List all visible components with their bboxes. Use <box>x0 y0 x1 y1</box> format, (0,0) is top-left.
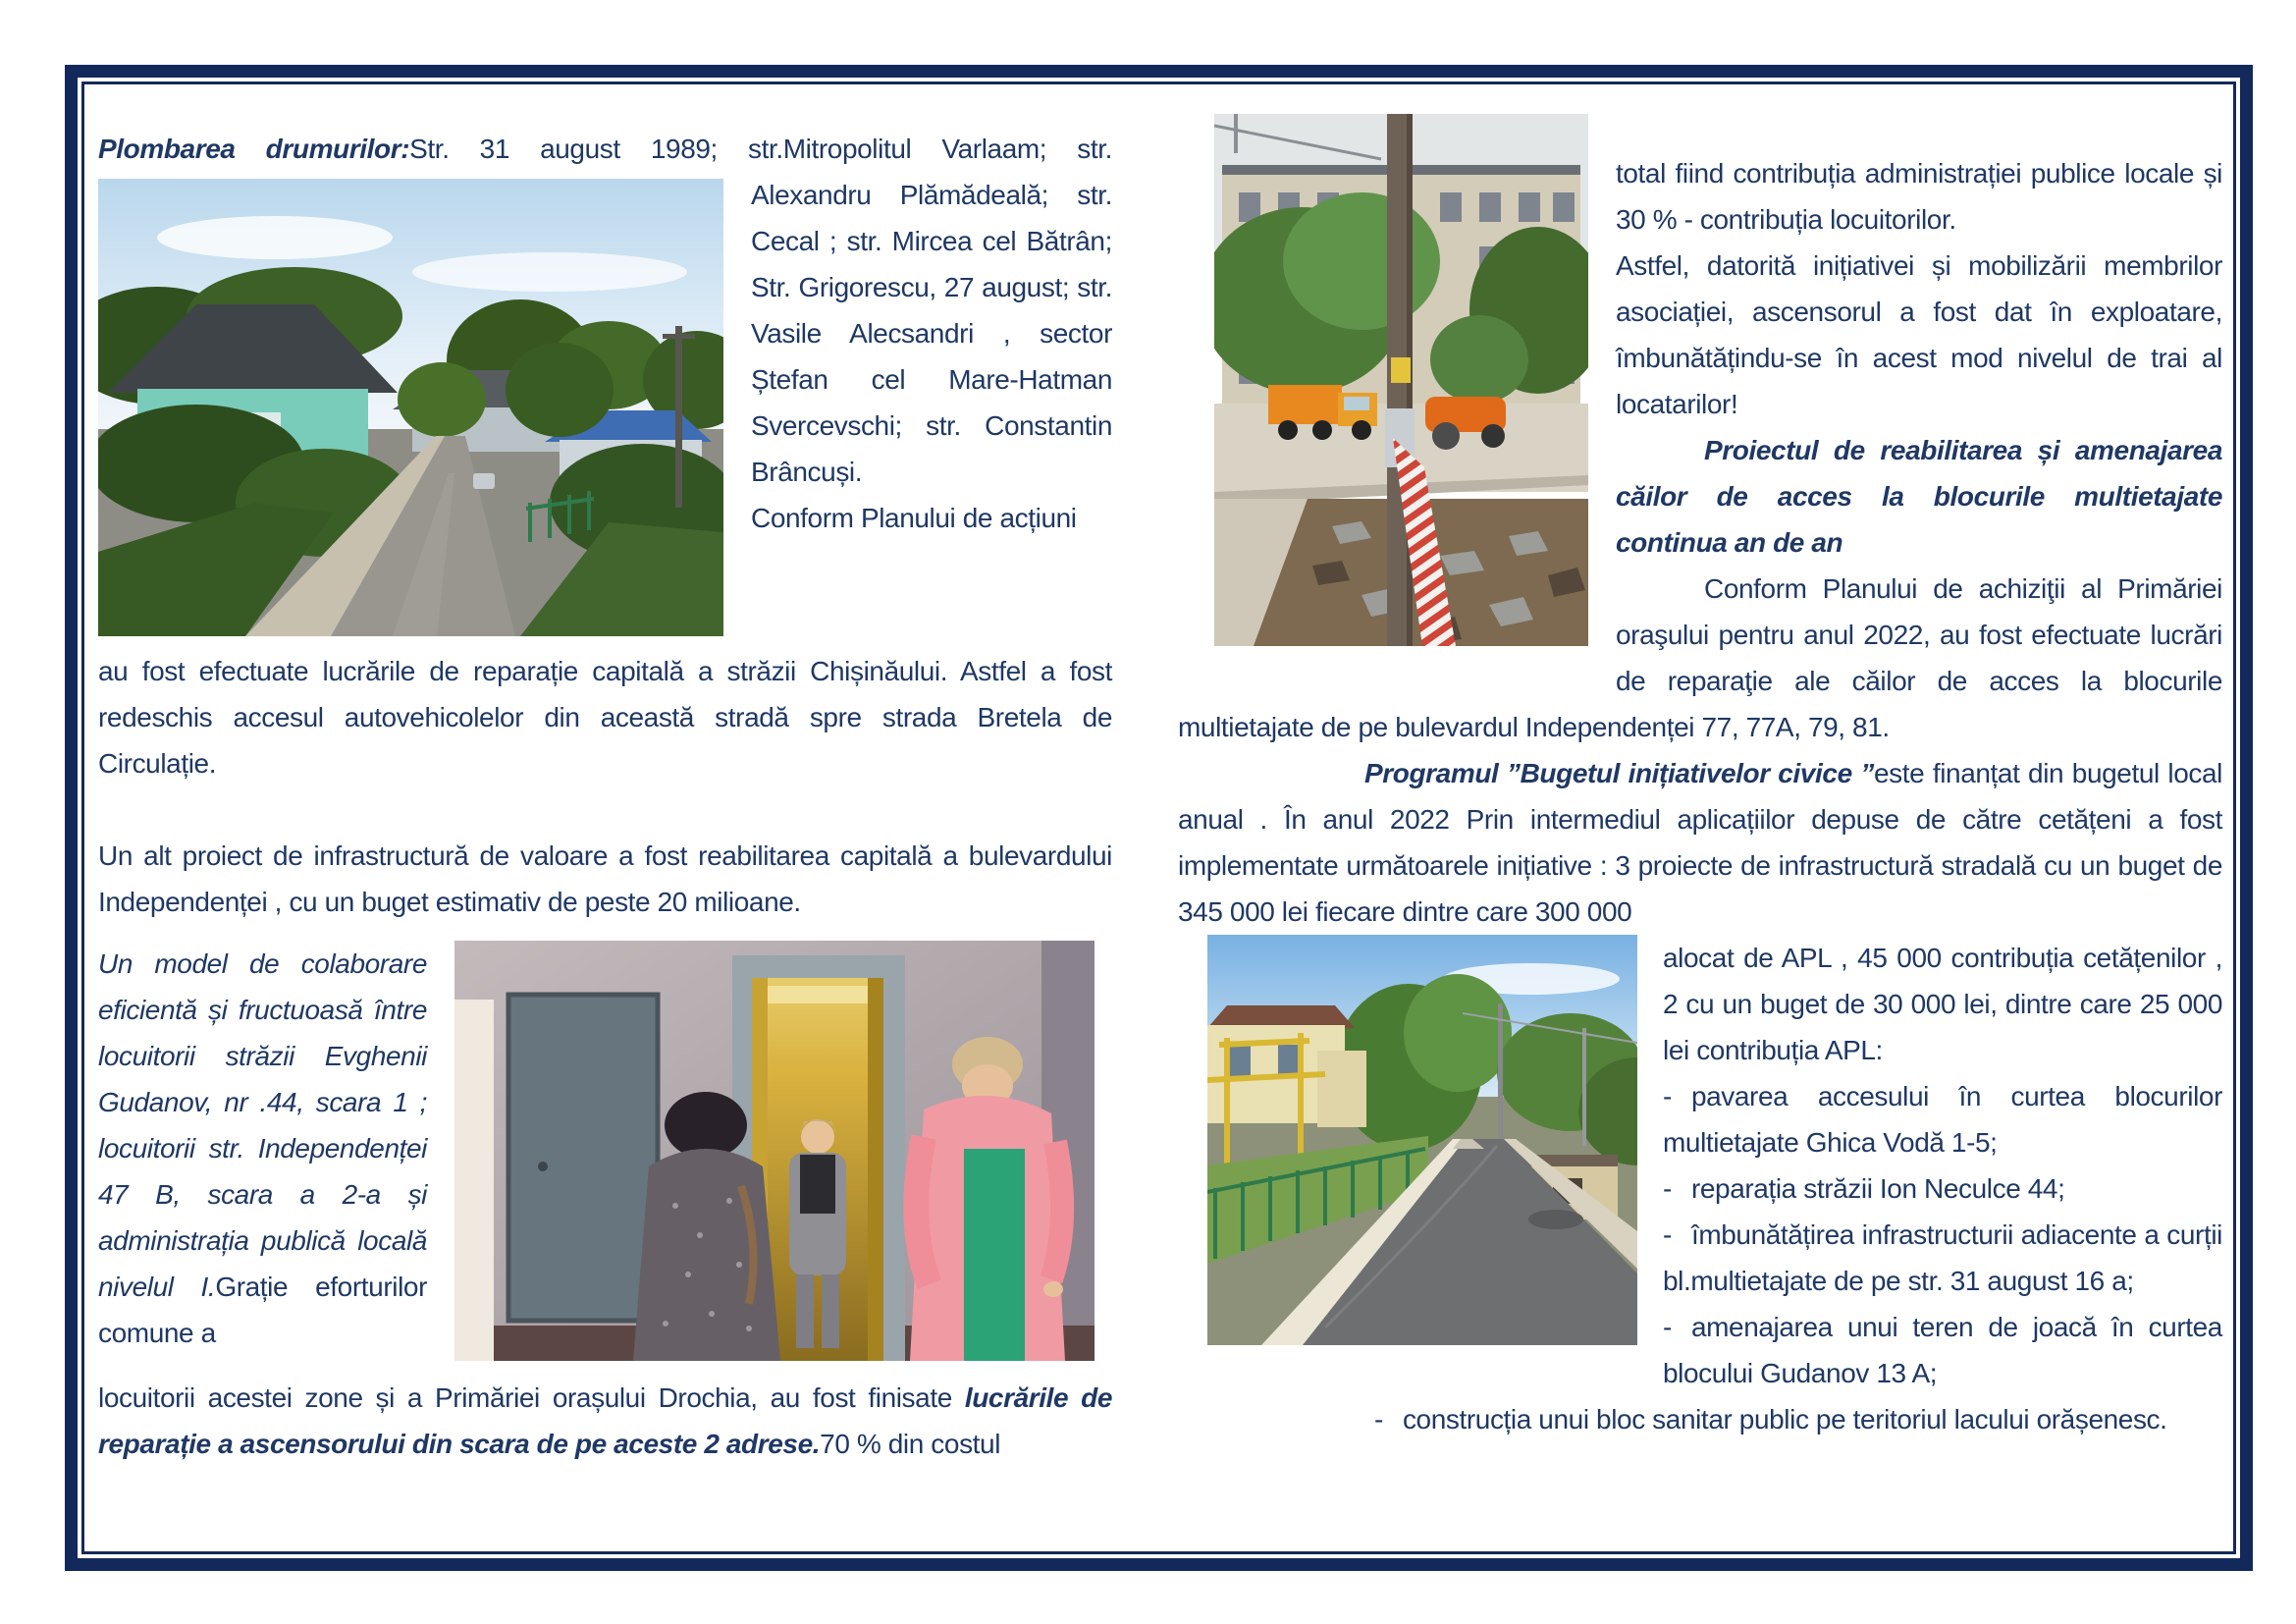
paragraph-chisinaului: au fost efectuate lucrările de reparație capitală a străzii Chișinăului. Astfel a fost redeschis accesul autovehicolelor din această stradă spre strada Bretela de Circulație. <box>98 656 1112 779</box>
left-column <box>98 126 1112 1467</box>
list-dash: - <box>1663 1081 1672 1111</box>
paragraph-programul-buget <box>1178 750 2222 935</box>
paragraph-conform-planului: Conform Planului de acțiuni <box>751 503 1077 533</box>
paragraph-street-list-wrap: Alexandru Plămădeală; str. Cecal ; str. Mircea cel Bătrân; Str. Grigorescu, 27 august; str. Vasile Alecsandri , sector Ștefan cel Mare-Hatman Svercevschi; str. Constantin Brâncuși. <box>751 180 1112 487</box>
photo-elevator-visit <box>454 941 1095 1361</box>
paragraph-alocat-apl: alocat de APL , 45 000 contribuția cetățenilor , 2 cu un buget de 30 000 lei, dintre care 25 000 lei contribuția APL: <box>1663 943 2222 1065</box>
list-item-constructia <box>1374 1396 2222 1442</box>
photo-paved-street-graphic <box>1207 935 1637 1345</box>
gratie-eforturilor: Grație eforturilor comune a <box>98 1272 427 1348</box>
heading-programul-bugetul-civic: Programul ”Bugetul inițiativelor civice ” <box>1364 758 1874 788</box>
photo-street-repair-graphic <box>98 179 723 636</box>
list-dash: - <box>1374 1404 1383 1435</box>
photo-elevator-visit-graphic <box>454 941 1095 1361</box>
paragraph-conform-achizitii: Conform Planului de achiziţii al Primăriei oraşului pentru anul 2022, au fost efectuate lucrări de reparaţie ale căilor de acces la blocurile multietajate de pe bulevardul Independenței 77, 77A, 79, 81. <box>1178 573 2222 742</box>
photo-apartment-blocks-construction <box>1214 114 1588 646</box>
list-item-text: reparația străzii Ion Neculce 44; <box>1690 1173 2065 1204</box>
elevator-section <box>98 941 1112 1467</box>
photo-paved-street <box>1207 935 1637 1345</box>
photo-apartment-blocks-graphic <box>1214 114 1588 646</box>
list-item-text: pavarea accesului în curtea blocurilor multietajate Ghica Vodă 1-5; <box>1663 1081 2222 1158</box>
bold-lucrarile-reparatie: lucrările de reparație a ascensorului din scara de pe aceste 2 adrese. <box>98 1382 1112 1459</box>
list-dash: - <box>1663 1219 1672 1250</box>
list-dash: - <box>1663 1312 1672 1342</box>
list-item-text: îmbunătățirea infrastructurii adiacente a curții bl.multietajate de pe str. 31 august 16 a; <box>1663 1219 2222 1296</box>
right-column <box>1178 106 2222 1442</box>
heading-proiectul-reabilitare: Proiectul de reabilitarea și amenajarea căilor de acces la blocurile multietajate continua an de an <box>1616 435 2222 558</box>
paragraph-ascensor-finisat <box>98 1375 1112 1467</box>
programul-text: este finanțat din bugetul local anual . În anul 2022 Prin intermediul aplicațiilor depuse de către cetățeni a fost implementate următoarele inițiative : 3 proiecte de infrastructură stradală cu un buget de 345 000 lei fiecare dintre care 300 000 <box>1178 758 2222 927</box>
paragraph-un-alt-proiect: Un alt proiect de infrastructură de valoare a fost reabilitarea capitală a bulevardului Independenței , cu un buget estimativ de peste 20 milioane. <box>98 840 1112 917</box>
paragraph-plombarea-line1 <box>98 126 1112 172</box>
photo-street-repair <box>98 179 723 636</box>
list-item-text: amenajarea unui teren de joacă în curtea blocului Gudanov 13 A; <box>1663 1312 2222 1388</box>
street-list-line1: Str. 31 august 1989; str.Mitropolitul Varlaam; str. <box>409 134 1113 164</box>
ascensor-text-end: 70 % din costul <box>820 1429 1001 1459</box>
ascensor-text-start: locuitorii acestei zone și a Primăriei orașului Drochia, au fost finisate <box>98 1382 965 1413</box>
paragraph-astfel-ascensor: Astfel, datorită inițiativei și mobilizării membrilor asociației, ascensorul a fost dat în exploatare, îmbunătățindu-se în acest mod nivelul de trai al locatarilor! <box>1616 250 2222 419</box>
heading-plombarea-drumurilor: Plombarea drumurilor: <box>98 134 410 164</box>
list-dash: - <box>1663 1173 1672 1204</box>
italic-model-colaborare: Un model de colaborare eficientă și fructuoasă între locuitorii străzii Evghenii Gudanov, nr .44, scara 1 ; locuitorii str. Independenței 47 B, scara a 2-a și administrația publică locală nivelul I. <box>98 948 427 1302</box>
paragraph-total-contributie: total fiind contribuția administrației publice locale și 30 % - contribuția locuitorilor. <box>1616 158 2222 235</box>
list-item-text: construcția unui bloc sanitar public pe teritoriul lacului orășenesc. <box>1402 1404 2167 1435</box>
initiative-section <box>1178 935 2222 1442</box>
